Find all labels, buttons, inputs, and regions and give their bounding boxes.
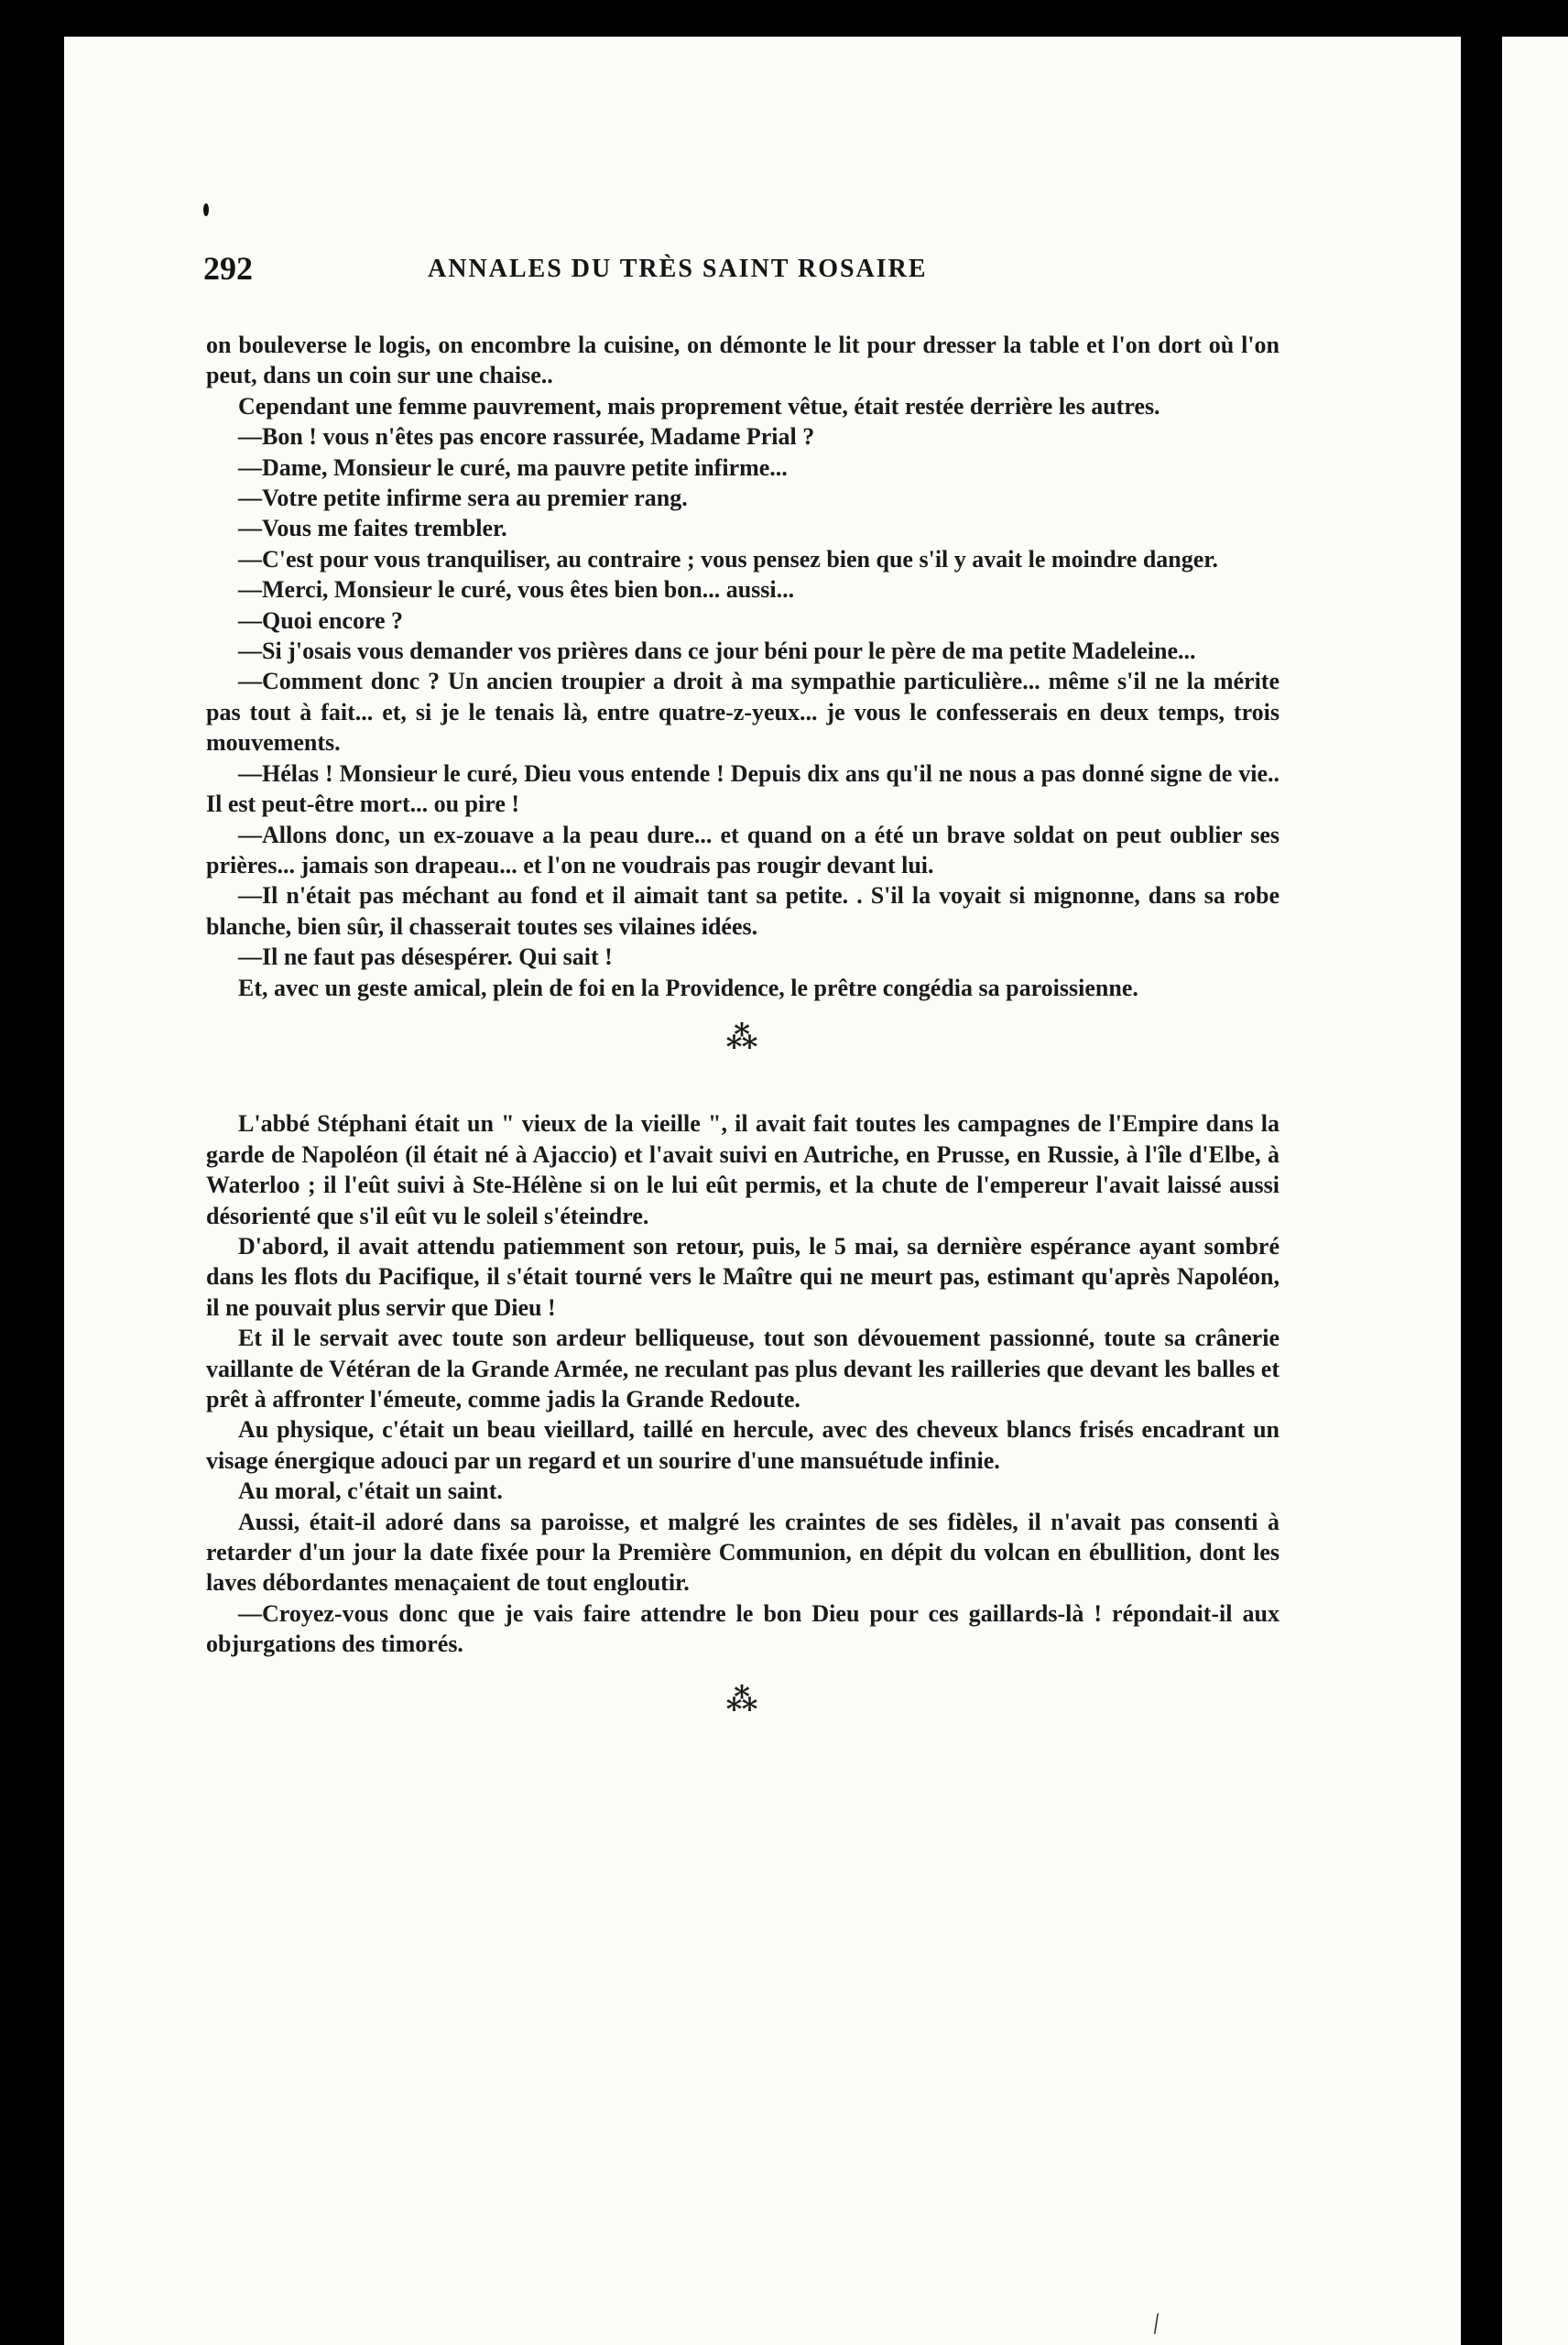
running-title: ANNALES DU TRÈS SAINT ROSAIRE: [428, 255, 928, 283]
paragraph: L'abbé Stéphani était un " vieux de la vieille ", il avait fait toutes les campagnes de l'Empire dans la garde de Napoléon (il était né à Ajaccio) et l'avait suivi en Autriche, en Prusse, en Russie, à l'île d'Elbe, à Waterloo ; il l'eût suivi à Ste-Hélène si on le lui eût permis, et la chute de l'empereur l'avait laissé aussi désorienté que s'il eût vu le soleil s'éteindre.: [206, 1110, 1279, 1229]
dialogue-line: —Dame, Monsieur le curé, ma pauvre petite infirme...: [238, 453, 788, 481]
dialogue-line: —Quoi encore ?: [238, 606, 404, 634]
paragraph: Et, avec un geste amical, plein de foi en la Providence, le prêtre congédia sa paroissienne.: [238, 974, 1138, 1001]
dialogue-line: —Bon ! vous n'êtes pas encore rassurée, Madame Prial ?: [238, 423, 815, 451]
dialogue-line: —Croyez-vous donc que je vais faire attendre le bon Dieu pour ces gaillards-là ! répondait-il aux objurgations des timorés.: [206, 1599, 1279, 1658]
dialogue-line: —Hélas ! Monsieur le curé, Dieu vous entende ! Depuis dix ans qu'il ne nous a pas donné signe de vie.. Il est peut-être mort... ou pire !: [206, 759, 1279, 818]
paragraph: Et il le servait avec toute son ardeur belliqueuse, tout son dévouement passionné, toute sa crânerie vaillante de Vétéran de la Grande Armée, ne reculant pas plus devant les railleries que devant les balles et prêt à affronter l'émeute, comme jadis la Grande Redoute.: [206, 1325, 1279, 1412]
margin-mark: /: [1149, 2306, 1163, 2340]
dialogue-line: —Comment donc ? Un ancien troupier a droit à ma sympathie particulière... même s'il ne la mérite pas tout à fait... et, si je le tenais là, entre quatre-z-yeux... je vous le confesserais en deux temps, trois mouvements.: [206, 668, 1279, 757]
dialogue-line: —C'est pour vous tranquiliser, au contraire ; vous pensez bien que s'il y avait le moindre danger.: [238, 545, 1218, 573]
page-header: [203, 249, 1279, 295]
dialogue-line: —Allons donc, un ex-zouave a la peau dure... et quand on a été un brave soldat on peut oublier ses prières... jamais son drapeau... et l'on ne voudrais pas rougir devant lui.: [206, 821, 1279, 878]
facing-page-edge: [1502, 37, 1568, 2345]
dialogue-line: —Il n'était pas méchant au fond et il aimait tant sa petite. . S'il la voyait si mignonne, dans sa robe blanche, bien sûr, il chasserait toutes ses vilaines idées.: [206, 882, 1279, 940]
margin-speck: [203, 203, 209, 216]
dialogue-line: —Votre petite infirme sera au premier rang.: [238, 485, 688, 512]
paragraph: on bouleverse le logis, on encombre la cuisine, on démonte le lit pour dresser la table et l'on dort où l'on peut, dans un coin sur une chaise..: [206, 332, 1279, 389]
paragraph: Cependant une femme pauvrement, mais proprement vêtue, était restée derrière les autres.: [238, 392, 1160, 420]
paragraph: D'abord, il avait attendu patiemment son retour, puis, le 5 mai, sa dernière espérance ayant sombré dans les flots du Pacifique, il s'était tourné vers le Maître qui ne meurt pas, estimant qu'après Napoléon, il ne pouvait plus servir que Dieu !: [206, 1232, 1279, 1321]
section-separator: ⁂: [725, 1683, 760, 1718]
paragraph: Au physique, c'était un beau vieillard, taillé en hercule, avec des cheveux blancs frisés encadrant un visage énergique adouci par un regard et un sourire d'une mansuétude infinie.: [206, 1416, 1279, 1474]
dialogue-line: —Si j'osais vous demander vos prières dans ce jour béni pour le père de ma petite Madeleine...: [238, 638, 1196, 665]
page-number: 292: [203, 250, 253, 287]
paragraph: Aussi, était-il adoré dans sa paroisse, et malgré les craintes de ses fidèles, il n'avait pas consenti à retarder d'un jour la date fixée pour la Première Communion, en dépit du volcan en ébullition, dont les laves débordantes menaçaient de tout engloutir.: [206, 1508, 1279, 1597]
dialogue-line: —Il ne faut pas désespérer. Qui sait !: [238, 943, 613, 971]
body-text: [206, 330, 1279, 1716]
paragraph: Au moral, c'était un saint.: [238, 1478, 503, 1505]
dialogue-line: —Vous me faites trembler.: [238, 515, 507, 542]
section-separator: ⁂: [725, 1020, 760, 1055]
dialogue-line: —Merci, Monsieur le curé, vous êtes bien bon... aussi...: [238, 576, 795, 604]
